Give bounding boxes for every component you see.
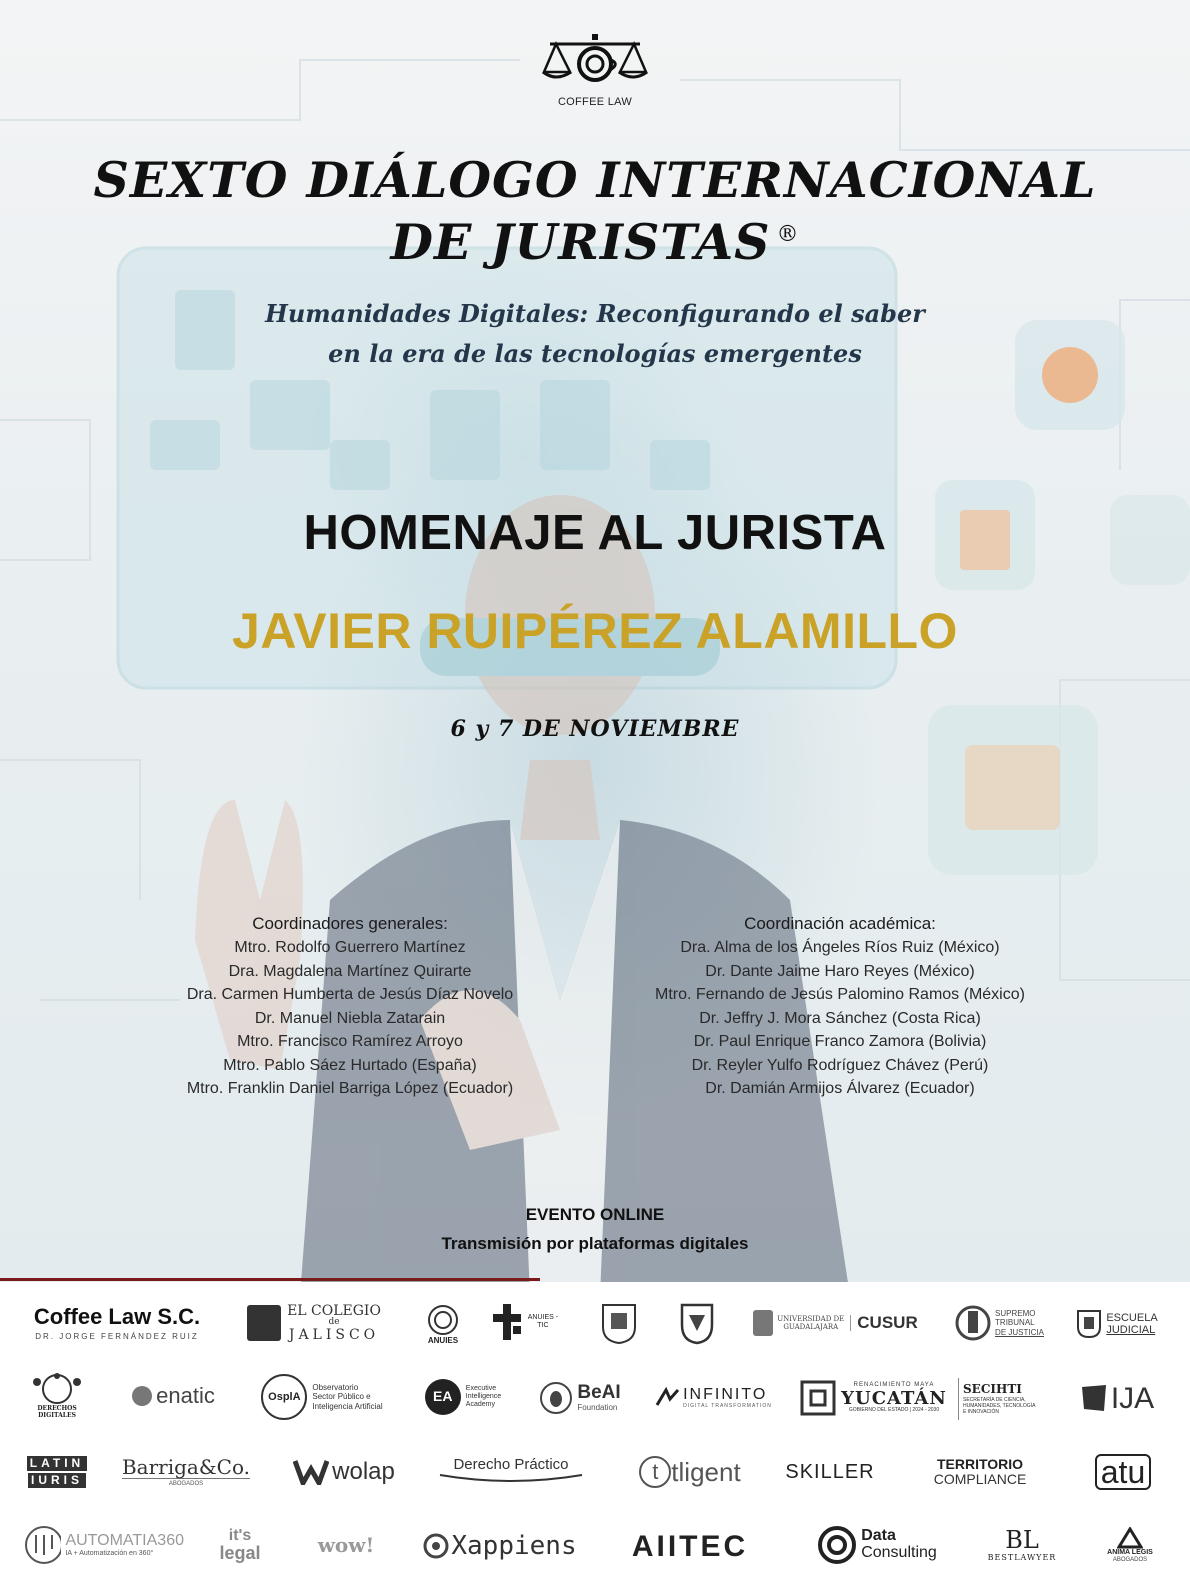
anima-triangle-icon xyxy=(1117,1527,1143,1549)
sponsor-aiitec xyxy=(628,1526,752,1566)
xappiens-label: Xappiens xyxy=(451,1530,577,1561)
divider-line xyxy=(0,1278,540,1281)
homage-heading: HOMENAJE AL JURISTA xyxy=(303,506,887,560)
coordinator-name: Mtro. Francisco Ramírez Arroyo xyxy=(237,1033,463,1050)
sponsor-barriga xyxy=(122,1450,250,1494)
data-line2: Consulting xyxy=(861,1544,937,1561)
coordinator-name: Dra. Carmen Humberta de Jesús Díaz Novelo xyxy=(186,986,514,1003)
udg-line1: UNIVERSIDAD DE xyxy=(777,1314,845,1323)
itslegal-line2: legal xyxy=(219,1543,261,1563)
tligent-label: tligent xyxy=(671,1456,741,1487)
barriga-label: Barriga&Co. xyxy=(121,1455,251,1480)
anuies-tic-icon xyxy=(493,1304,521,1340)
secihti-label: SECIHTI xyxy=(963,1382,1022,1397)
cusur-label: CUSUR xyxy=(857,1312,918,1332)
secihti-line1: SECRETARÍA DE CIENCIA, xyxy=(963,1396,1026,1403)
sponsor-xappiens xyxy=(418,1526,582,1566)
udg-crest-icon xyxy=(753,1310,773,1336)
yucatan-sub: GOBIERNO DEL ESTADO | 2024 - 2030 xyxy=(848,1407,940,1414)
academic-name: Dr. Dante Jaime Haro Reyes (México) xyxy=(705,962,975,980)
globe-network-icon xyxy=(27,1372,87,1406)
sponsor-coffee-law-name: Coffee Law S.C. xyxy=(33,1303,201,1329)
sponsor-latin-iuris xyxy=(30,1450,84,1494)
sponsor-tligent xyxy=(634,1450,746,1494)
colegio-jalisco-icon xyxy=(247,1305,281,1341)
escuela-line2: JUDICIAL xyxy=(1106,1324,1156,1336)
logo-label: COFFEE LAW xyxy=(557,96,633,108)
coordinator-name: Mtro. Rodolfo Guerrero Martínez xyxy=(234,939,466,956)
supremo-tribunal-icon xyxy=(954,1303,992,1343)
academic-name: Dr. Reyler Yulfo Rodríguez Chávez (Perú) xyxy=(691,1056,989,1074)
sponsor-udg-cusur xyxy=(748,1306,923,1340)
stj-line1: SUPREMO xyxy=(995,1309,1036,1319)
data-line1: Data xyxy=(861,1527,896,1545)
coordinators-list xyxy=(120,912,580,1101)
ea-line1: Executive xyxy=(465,1384,497,1392)
academic-name: Dr. Paul Enrique Franco Zamora (Bolivia) xyxy=(693,1033,987,1050)
subtitle-line2: en la era de las tecnologías emergentes xyxy=(328,339,862,368)
infinito-sub: DIGITAL TRANSFORMATION xyxy=(683,1403,772,1410)
aiitec-label: AIITEC xyxy=(631,1529,749,1563)
atu-label: atu xyxy=(1095,1454,1151,1490)
academic-name: Dr. Damián Armijos Álvarez (Ecuador) xyxy=(705,1080,975,1097)
ija-label: IJA xyxy=(1110,1381,1155,1415)
coordinator-name: Mtro. Pablo Sáez Hurtado (España) xyxy=(223,1056,477,1074)
escuela-judicial-icon xyxy=(1076,1309,1102,1339)
stj-line2: TRIBUNAL xyxy=(995,1318,1035,1328)
event-title-line2 xyxy=(0,205,1190,272)
university-crest-icon xyxy=(599,1301,639,1345)
sponsor-automatia xyxy=(24,1522,184,1568)
secihti-line3: E INNOVACIÓN xyxy=(963,1408,1000,1415)
secihti-line2: HUMANIDADES, TECNOLOGÍA xyxy=(963,1402,1036,1409)
anuies-icon xyxy=(426,1303,460,1337)
sponsor-anuies-tic xyxy=(493,1302,563,1342)
academic-heading: Coordinación académica: xyxy=(744,914,936,933)
osplia-line2: Sector Público e xyxy=(312,1392,371,1402)
sponsor-infinito xyxy=(654,1380,772,1416)
event-mode: EVENTO ONLINE xyxy=(525,1205,665,1224)
sponsor-wow xyxy=(310,1522,382,1568)
sponsor-derechos-digitales xyxy=(20,1370,94,1422)
sponsor-escuela-judicial xyxy=(1074,1304,1160,1344)
ija-map-icon xyxy=(1080,1383,1108,1413)
barriga-sub: ABOGADOS xyxy=(168,1481,204,1488)
sponsor-logos xyxy=(0,1282,1190,1582)
ea-line3: Academy xyxy=(465,1401,495,1409)
skiller-label: SKILLER xyxy=(785,1461,875,1483)
osplia-badge: OsplA xyxy=(261,1374,307,1420)
subtitle-line1: Humanidades Digitales: Reconfigurando el saber xyxy=(265,299,925,328)
event-dates: 6 y 7 DE NOVIEMBRE xyxy=(450,716,740,742)
infinito-label: INFINITO xyxy=(683,1386,768,1404)
sponsor-territorio xyxy=(920,1452,1040,1492)
xappiens-head-icon xyxy=(423,1533,449,1559)
underline-swoosh-icon xyxy=(436,1473,586,1487)
academic-name: Dr. Jeffry J. Mora Sánchez (Costa Rica) xyxy=(699,1009,981,1027)
derecho-label: Derecho Práctico xyxy=(453,1455,569,1473)
sponsor-bestlawyer xyxy=(980,1520,1064,1570)
sponsor-osplia xyxy=(252,1374,392,1420)
automatia-label: AUTOMATIA360 xyxy=(65,1532,184,1550)
colegio-line1: EL COLEGIO xyxy=(287,1302,381,1319)
scales-cup-icon xyxy=(540,30,650,92)
sponsor-ija xyxy=(1070,1380,1164,1416)
yucatan-top: RENACIMIENTO MAYA xyxy=(853,1382,935,1389)
event-title-text: DE JURISTAS xyxy=(390,213,771,271)
maya-pattern-icon xyxy=(799,1379,837,1417)
coordinator-name: Dra. Magdalena Martínez Quirarte xyxy=(228,962,472,980)
wolap-w-icon xyxy=(293,1459,329,1485)
territorio-line1: TERRITORIO xyxy=(936,1455,1024,1472)
sponsor-wolap xyxy=(284,1454,404,1490)
derechos-label: DERECHOS DIGITALES xyxy=(37,1405,77,1419)
sponsor-derecho-practico xyxy=(436,1450,586,1494)
latin-label: LATIN xyxy=(27,1456,87,1471)
sponsor-yucatan xyxy=(793,1376,953,1420)
territorio-line2: COMPLIANCE xyxy=(933,1471,1027,1487)
osplia-line3: Inteligencia Artificial xyxy=(312,1401,383,1411)
sponsor-skiller xyxy=(782,1456,878,1488)
sponsor-data-consulting xyxy=(812,1522,942,1568)
bestlawyer-label: BESTLAWYER xyxy=(987,1552,1057,1562)
sponsor-beai xyxy=(532,1378,628,1418)
automatia-sub: IA + Automatización en 360° xyxy=(65,1549,154,1557)
iuris-label: IURIS xyxy=(28,1473,86,1488)
sponsor-shield-crest xyxy=(678,1300,716,1346)
coordinators-heading: Coordinadores generales: xyxy=(252,914,448,933)
infinito-icon xyxy=(654,1387,680,1409)
honoree-name: JAVIER RUIPÉREZ ALAMILLO xyxy=(232,603,958,659)
sponsor-colegio-jalisco xyxy=(238,1300,390,1346)
wolap-label: wolap xyxy=(332,1457,395,1485)
registered-mark: ® xyxy=(776,222,800,247)
anima-sub: ABOGADOS xyxy=(1112,1556,1148,1563)
udg-line2: GUADALAJARA xyxy=(783,1323,839,1331)
sponsor-atu xyxy=(1086,1450,1160,1494)
wow-label: wow! xyxy=(317,1533,375,1557)
colegio-line2: de xyxy=(328,1317,340,1328)
sponsor-supremo-tribunal xyxy=(952,1300,1046,1346)
academic-name: Dra. Alma de los Ángeles Ríos Ruiz (México) xyxy=(680,939,1000,956)
sponsor-anima-legis xyxy=(1098,1520,1162,1570)
sponsor-itslegal xyxy=(212,1522,268,1568)
beai-sub: Foundation xyxy=(577,1403,618,1413)
coordinator-name: Dr. Manuel Niebla Zatarain xyxy=(254,1009,446,1027)
event-title-line1: SEXTO DIÁLOGO INTERNACIONAL xyxy=(93,151,1097,209)
sponsor-secihti xyxy=(958,1378,1050,1420)
coffee-law-logo xyxy=(535,30,655,108)
coordinator-name: Mtro. Franklin Daniel Barriga López (Ecuador) xyxy=(186,1080,514,1097)
enatic-sphere-icon xyxy=(131,1385,153,1407)
sponsor-coffee-law xyxy=(18,1300,216,1346)
event-detail: Transmisión por plataformas digitales xyxy=(441,1234,749,1253)
sponsor-unam-crest xyxy=(598,1300,640,1346)
stj-line3: DE JUSTICIA xyxy=(995,1327,1044,1337)
academic-coordination-list xyxy=(600,912,1080,1101)
anima-label: ANIMA LEGIS xyxy=(1107,1548,1153,1556)
escuela-line1: ESCUELA xyxy=(1106,1311,1158,1324)
beai-label: BeAI xyxy=(577,1382,621,1404)
ea-badge: EA xyxy=(425,1379,461,1415)
sponsor-coffee-law-sub: DR. JORGE FERNÁNDEZ RUIZ xyxy=(35,1331,199,1341)
yucatan-label: YUCATÁN xyxy=(841,1387,947,1409)
itslegal-line1: it's xyxy=(228,1527,252,1544)
enatic-label: enatic xyxy=(156,1382,215,1408)
bl-monogram: BL xyxy=(1005,1526,1039,1555)
ea-line2: Intelligence xyxy=(465,1392,502,1400)
sponsor-ea xyxy=(413,1377,513,1417)
bee-icon xyxy=(539,1381,573,1415)
tligent-t-icon: t xyxy=(639,1456,671,1488)
circuit-icon xyxy=(24,1525,61,1565)
osplia-line1: Observatorio xyxy=(312,1383,359,1393)
academic-name: Mtro. Fernando de Jesús Palomino Ramos (México) xyxy=(655,986,1025,1003)
shield-crest-icon xyxy=(679,1301,715,1345)
sponsor-anuies xyxy=(418,1298,468,1350)
sponsor-enatic xyxy=(120,1380,226,1412)
anuies-tic-label: ANUIES - TIC xyxy=(527,1314,559,1329)
anuies-label: ANUIES xyxy=(427,1335,459,1345)
data-consulting-icon xyxy=(817,1525,857,1565)
colegio-line3: JALISCO xyxy=(288,1326,380,1343)
